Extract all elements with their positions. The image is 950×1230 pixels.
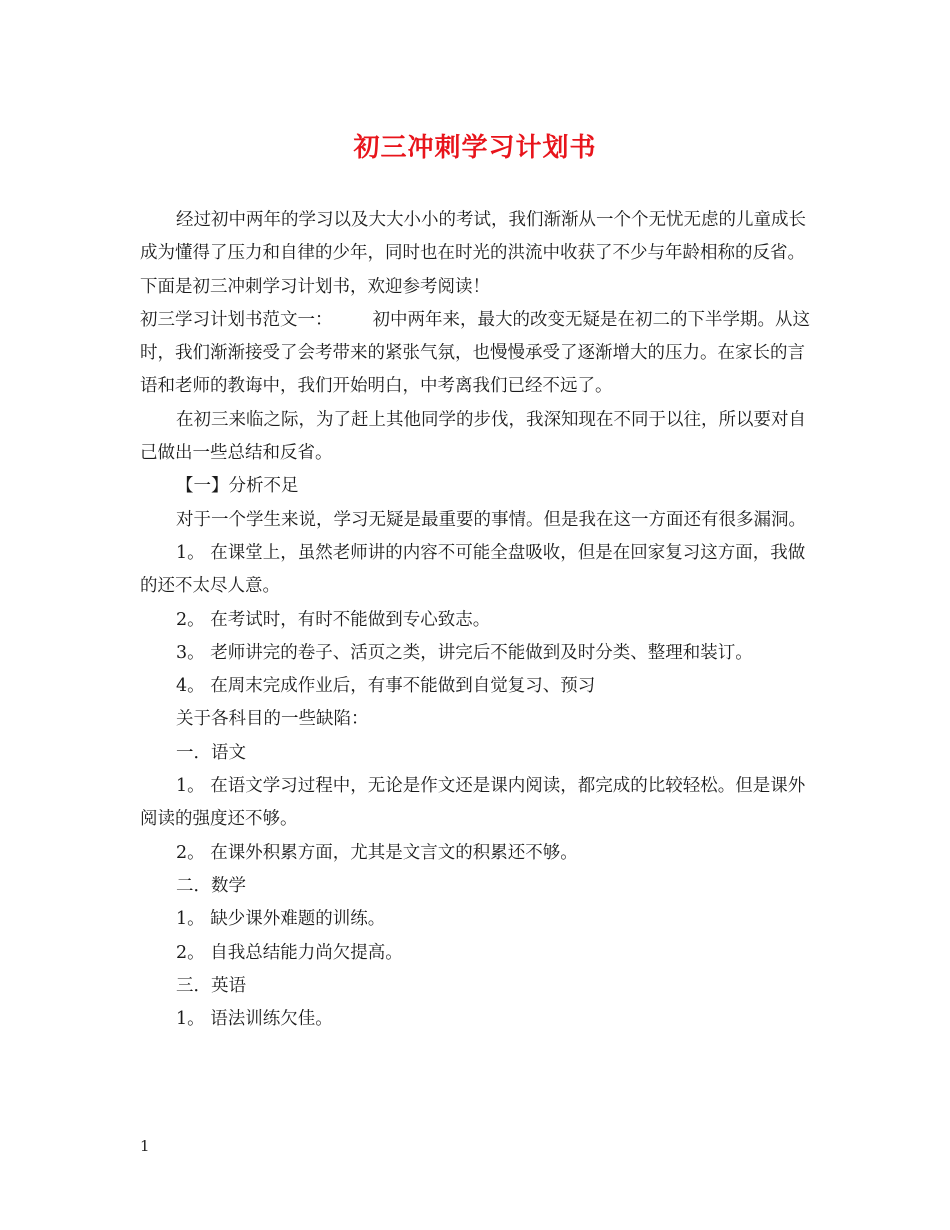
chinese-item-2: 2。 在课外积累方面，尤其是文言文的积累还不够。 [176, 842, 578, 863]
paragraph-reflection: 在初三来临之际，为了赶上其他同学的步伐，我深知现在不同于以往，所以要对自己做出一些总结和反省。 [140, 409, 806, 464]
sample-paragraph [140, 304, 812, 404]
sample-label: 初三学习计划书范文一： [140, 309, 333, 330]
list-item-1: 1。 在课堂上，虽然老师讲的内容不可能全盘吸收，但是在回家复习这方面，我做的还不太尽人意。 [140, 542, 806, 597]
section-heading-one: 【一】分析不足 [176, 476, 299, 497]
subject-english-heading: 三．英语 [176, 975, 246, 996]
page-number: 1 [140, 1137, 150, 1155]
subject-math-heading: 二．数学 [176, 875, 246, 896]
list-item-3: 3。 老师讲完的卷子、活页之类，讲完后不能做到及时分类、整理和装订。 [176, 642, 753, 663]
sample-text: 初中两年来，最大的改变无疑是在初二的下半学期。从这时，我们渐渐接受了会考带来的紧张气氛，也慢慢承受了逐渐增大的压力。在家长的言语和老师的教诲中，我们开始明白，中考离我们已经不远了。 [140, 309, 810, 397]
chinese-item-1: 1。 在语文学习过程中，无论是作文还是课内阅读，都完成的比较轻松。但是课外阅读的强度还不够。 [140, 776, 806, 830]
document-body [140, 204, 812, 1036]
document-title: 初三冲刺学习计划书 [353, 133, 597, 163]
english-item-1: 1。 语法训练欠佳。 [176, 1009, 333, 1030]
list-item-4: 4。 在周末完成作业后，有事不能做到自觉复习、预习 [176, 676, 596, 697]
intro-paragraph: 经过初中两年的学习以及大大小小的考试，我们渐渐从一个个无忧无虑的儿童成长成为懂得了压力和自律的少年，同时也在时光的洪流中收获了不少与年龄相称的反省。下面是初三冲刺学习计划书，欢迎参考阅读！ [140, 210, 806, 297]
paragraph-study: 对于一个学生来说，学习无疑是最重要的事情。但是我在这一方面还有很多漏洞。 [176, 509, 806, 530]
subjects-heading: 关于各科目的一些缺陷： [176, 709, 369, 730]
math-item-2: 2。 自我总结能力尚欠提高。 [176, 942, 403, 963]
math-item-1: 1。 缺少课外难题的训练。 [176, 909, 386, 930]
subject-chinese-heading: 一．语文 [176, 742, 246, 763]
list-item-2: 2。 在考试时，有时不能做到专心致志。 [176, 609, 491, 630]
